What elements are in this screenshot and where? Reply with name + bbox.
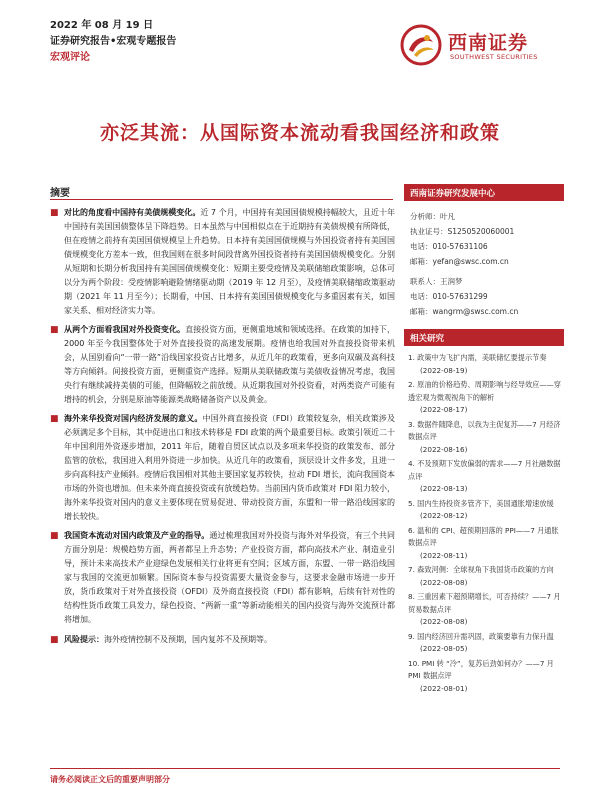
report-date-item: (2022-08-12) (420, 511, 468, 520)
abstract-bullet (50, 529, 395, 627)
list-item[interactable] (408, 631, 562, 656)
logo-mark-icon (400, 24, 442, 66)
list-item[interactable] (408, 498, 562, 523)
related-research (404, 329, 564, 695)
analyst-line: 执业证号：S1250520060001 (410, 227, 515, 236)
contact-line: 电话：010-57631299 (410, 292, 488, 301)
report-link[interactable]: 5. 国内生持投资多管齐下，美国通胀增速放缓 (408, 498, 554, 508)
related-research-list (404, 346, 564, 695)
bullet-marker-icon: ■ (50, 635, 59, 645)
list-item[interactable] (408, 379, 562, 417)
team-heading: 西南证券研究发展中心 (404, 184, 564, 201)
report-date: 2022 年 08 月 19 日 (50, 20, 154, 31)
report-link[interactable]: 7. 森致河侧：全球视角下我国货币政策的方向 (408, 565, 554, 574)
abstract-heading: 摘要 (50, 188, 70, 199)
abstract-bullet (50, 412, 395, 524)
abstract-body (50, 206, 395, 647)
report-date-item: (2022-08-17) (420, 405, 468, 414)
analyst-line: 分析师：叶凡 (410, 212, 455, 221)
report-category: 宏观评论 (50, 52, 90, 63)
contact-line: 联系人：王润梦 (410, 277, 463, 286)
analyst-info (404, 201, 564, 319)
related-research-heading: 相关研究 (404, 329, 564, 346)
list-item[interactable] (408, 525, 562, 563)
report-link[interactable]: 6. 温和的 CPI、超预期回落的 PPI——7 月通胀数据点评 (408, 525, 559, 547)
risk-text: 海外疫情控制不及预期，国内复苏不及预期等。 (104, 635, 272, 644)
footer-disclaimer: 请务必阅读正文后的重要声明部分 (50, 775, 170, 784)
report-link[interactable]: 1. 政策中为飞扩内需，美联储忆要提示节奏 (408, 353, 547, 362)
bullet-marker-icon: ■ (50, 208, 59, 218)
bullet-marker-icon: ■ (50, 531, 59, 541)
bullet-text: 近 7 个月，中国持有美国国债规模持幅较大，且近十年中国持有美国国债整体呈下降趋势。日本虽然与中国相似点在于近期持有美债规模有所降低，但在疫情之前持有美国国债规模呈上升趋势。日本持有美国国债规模与外国投资者持有美国国债规模变化方差本一致，但我国则在很多时间段背离外国投资者持有美国国债规模变化。分别从短期和长期分析我国持有美国国债规模变化：短期主要受疫情及美联储缩政策影响，总体可以分为两个阶段：受疫情影响避险情绪驱动期（2019 年 12 月至），及疫情美联储缩政策驱动期（2021 年 11 月至今）；长期看，中国、日本持有美国国债规模变化与多重因素有关，如国家关系、相对经济实力等。 (64, 208, 395, 315)
bullet-lead: 从两个方面看我国对外投资变化。 (64, 325, 186, 334)
bullet-text: 中国外商直接投资（FDI）政策较复杂，相关政策涉及必须满足多个目标，其中促进出口和技术转移是 FDI 政策的两个最重要目标。政策引领近二十年中国利用外资逐步增加，2011 年后，随着自贸区试点以及多项来华投资的政策发布、部分监管的放松，我国进入利用外资进一步加快。从近几年的政策看，顶层设计文件多发，且进一步向高科技产业倾斜。疫情后我国相对其他主要国家复苏较快，拉动 FDI 增长，流向我国资本市场的外资也增加。但未来外商直接投资或有放缓趋势。当前国内货币政策对 FDI 阻力较小，海外来华投资对国内的意义主要体现在贸易促进、带动投资方面，东盟和一带一路沿线国家的增长较快。 (64, 414, 395, 521)
risk-label: 风险提示： (64, 635, 104, 644)
report-date-item: (2022-08-08) (420, 617, 468, 626)
footer-divider (50, 768, 560, 769)
report-date-item: (2022-08-13) (420, 484, 468, 493)
list-item[interactable] (408, 658, 562, 696)
report-link[interactable]: 4. 不及预期下发放偏弱的需求——7 月社融数据点评 (408, 459, 561, 481)
list-item[interactable] (408, 591, 562, 629)
abstract-bullet (50, 323, 395, 407)
list-item[interactable] (408, 564, 562, 589)
report-link[interactable]: 2. 原油的价格趋势、周期影响与经导效应——穿透宏观为微观视角下的解析 (408, 380, 561, 402)
analyst-email[interactable]: 邮箱：yefan@swsc.com.cn (410, 257, 509, 266)
report-title: 亦泛其流：从国际资本流动看我国经济和政策 (99, 122, 500, 144)
report-link[interactable]: 10. PMI 转 “冷”，复苏后劲如何办？——7 月 PMI 数据点评 (408, 658, 554, 680)
risk-warning (50, 633, 395, 647)
bullet-text: 直接投资方面，更侧重地域和领域选择。在政策的加持下，2000 年至今我国整体处于对外直接投资的高速发展期。疫情也给我国对外直接投资带来机会，从国别看向“一带一路”沿线国家投资占比增多，从近几年的政策看，更多向双碳及高科技等方向倾斜。间接投资方面，更侧重资产选择。短期从美联储政策与美债收益情况考虑，我国央行有继续减持美债的可能，但降幅较之前放缓。从近期我国对外投资看，对两类资产可能有增持的机会，分别是原油等能源类战略储备资产以及黄金。 (64, 325, 395, 404)
logo-name-cn: 西南证券 (448, 32, 529, 54)
bullet-text: 通过梳理我国对外投资与海外对华投资，有三个共同方面分别是：规模趋势方面，两者都呈上升态势；产业投资方面，都向高技术产业、制造业引导，预计未来高技术产业迎绿色发展相关行业将更有空间；区域方面，东盟、一带一路沿线国家与我国的交流更加频繁。国际资本参与投资需要大量资金参与，这要求金融市场进一步开放，货币政策对于对外直接投资（OFDI）及外商直接投资（FDI）都有影响，后续有针对性的结构性货币政策工具发力，绿色投资、“两新一重”等新动能相关的国内投资与海外交流预计都将增加。 (64, 531, 396, 624)
report-series: 证券研究报告•宏观专题报告 (50, 36, 177, 47)
bullet-lead: 对比的角度看中国持有美债规模变化。 (64, 208, 201, 217)
contact-email[interactable]: 邮箱：wangrm@swsc.com.cn (410, 307, 519, 316)
bullet-lead: 海外来华投资对国内经济发展的意义。 (64, 414, 203, 423)
bullet-marker-icon: ■ (50, 325, 59, 335)
report-date-item: (2022-08-16) (420, 444, 468, 454)
report-date-item: (2022-08-01) (420, 683, 468, 693)
report-date-item: (2022-08-19) (420, 365, 468, 375)
report-link[interactable]: 9. 国内经济回升需巩固，政策要靠有力保升温 (408, 631, 554, 641)
analyst-line: 电话：010-57631106 (410, 242, 488, 251)
report-link[interactable]: 8. 三重因素下超预期增长，可否持续？——7 月贸易数据点评 (408, 592, 561, 614)
list-item[interactable] (408, 352, 562, 377)
abstract-divider (50, 199, 393, 200)
logo-name-en: SOUTHWEST SECURITIES (450, 53, 538, 61)
report-date-item: (2022-08-08) (420, 577, 468, 587)
report-date-item: (2022-08-11) (420, 550, 468, 560)
list-item[interactable] (408, 458, 562, 496)
bullet-marker-icon: ■ (50, 414, 59, 424)
company-logo (400, 22, 560, 70)
report-date-item: (2022-08-05) (420, 644, 468, 653)
bullet-lead: 我国资本流动对国内政策及产业的指导。 (64, 531, 210, 540)
list-item[interactable] (408, 419, 562, 457)
abstract-bullet (50, 206, 395, 318)
report-link[interactable]: 3. 数据件随降息，以我为主促复苏——7 月经济数据点评 (408, 419, 561, 441)
sidebar-column (404, 184, 564, 697)
